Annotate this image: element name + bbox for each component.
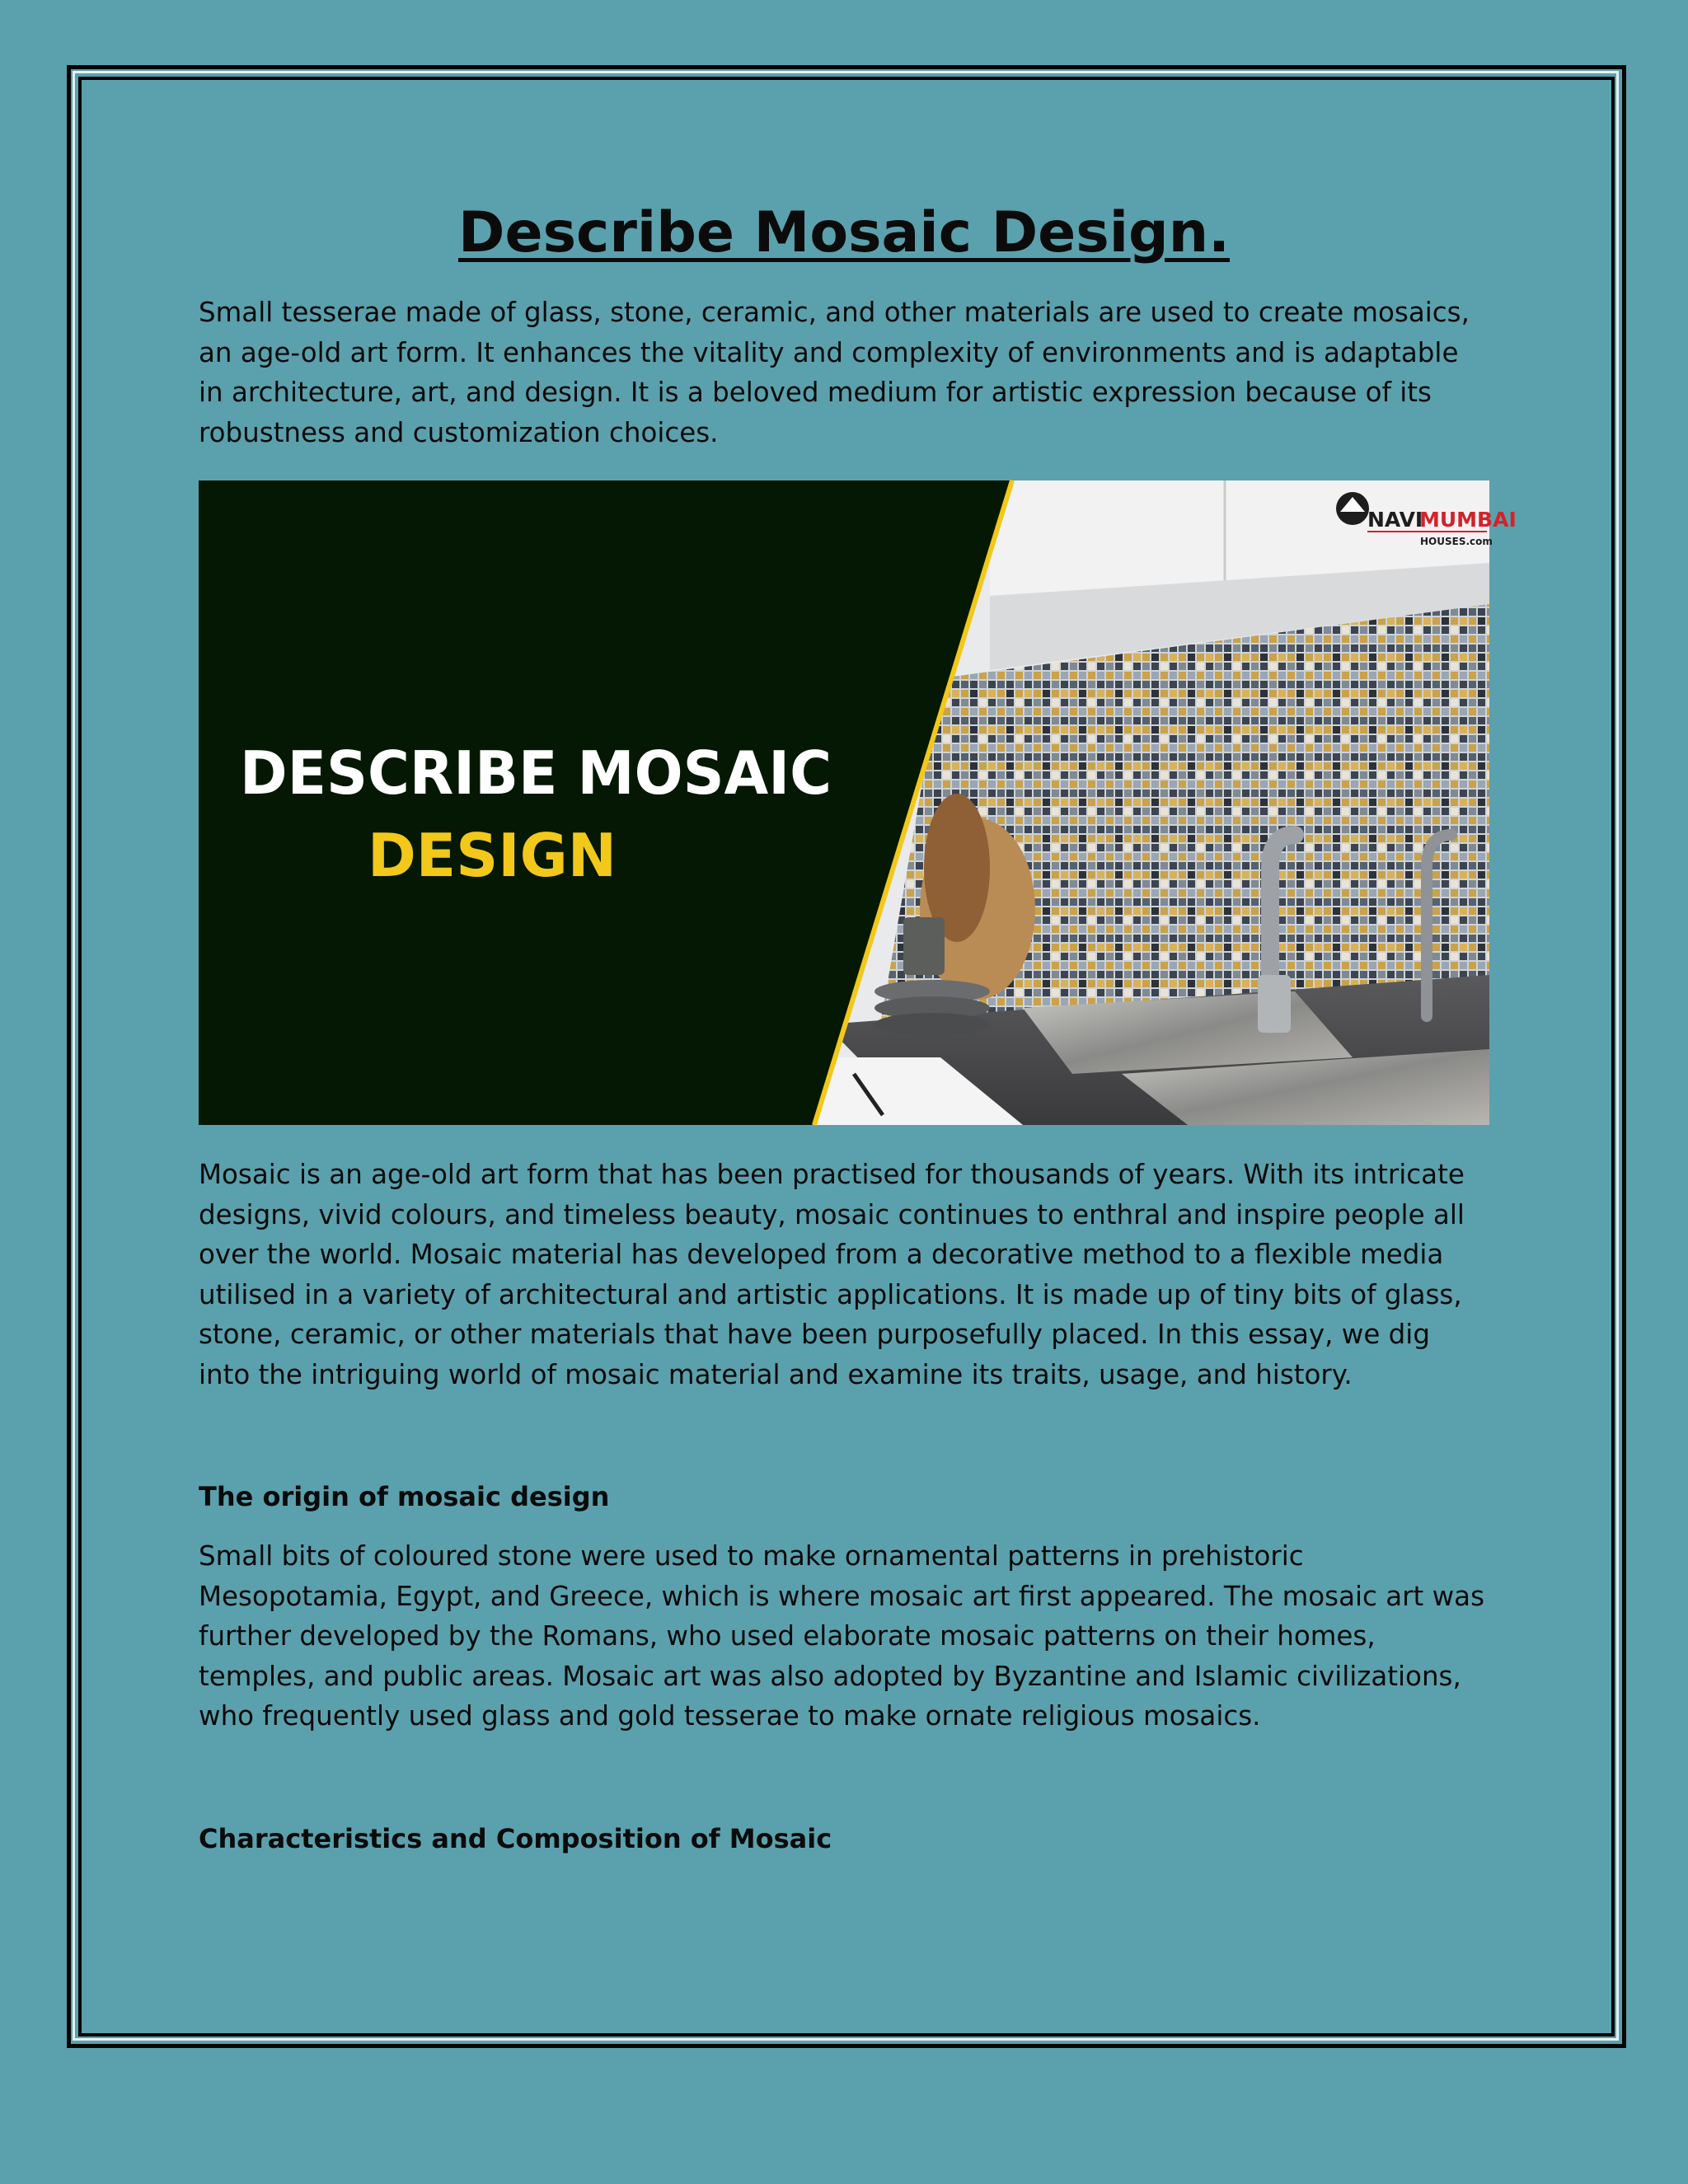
logo-navi-text: NAVI xyxy=(1367,508,1423,532)
body-paragraph-1: Mosaic is an age-old art form that has been practised for thousands of years. With its intricate designs, vivid colours, and timeless beauty, mosaic continues to enthral and inspire people all over the world. Mosaic material has developed from a decorative method to a flexible media utilised in a variety of architectural and artistic applications. It is made up of tiny bits of glass, stone, ceramic, or other materials that have been purposefully placed. In this essay, we dig into the intriguing world of mosaic material and examine its traits, usage, and history. xyxy=(199,1159,1465,1390)
spacer xyxy=(199,1516,1489,1536)
hero-image-graphic xyxy=(199,480,1517,1125)
spacer xyxy=(199,1394,1489,1477)
hero-image xyxy=(199,480,1517,1125)
document-title: Describe Mosaic Design. xyxy=(458,200,1230,265)
logo-mumbai-text: MUMBAI xyxy=(1419,508,1517,532)
section-origin-paragraph: Small bits of coloured stone were used to make ornamental patterns in prehistoric Mesopotamia, Egypt, and Greece, which is where mosaic art first appeared. The mosaic art was further developed by the Romans, who used elaborate mosaic patterns on their homes, temples, and public areas. Mosaic art was also adopted by Byzantine and Islamic civilizations, who frequently used glass and gold tesserae to make ornate religious mosaics. xyxy=(199,1540,1484,1732)
document-content xyxy=(199,198,1517,1858)
section-heading-origin: The origin of mosaic design xyxy=(199,1481,610,1512)
spacer xyxy=(199,1736,1489,1819)
hero-line1: DESCRIBE MOSAIC xyxy=(240,738,832,808)
logo-houses-text: HOUSES.com xyxy=(1420,536,1493,547)
intro-paragraph: Small tesserae made of glass, stone, ceramic, and other materials are used to create mosaics, an age-old art form. It enhances the vitality and complexity of environments and is adaptable in architecture, art, and design. It is a beloved medium for artistic expression because of its robustness and customization choices. xyxy=(199,297,1470,448)
section-heading-characteristics: Characteristics and Composition of Mosaic xyxy=(199,1822,832,1854)
hero-line2: DESIGN xyxy=(368,821,617,890)
